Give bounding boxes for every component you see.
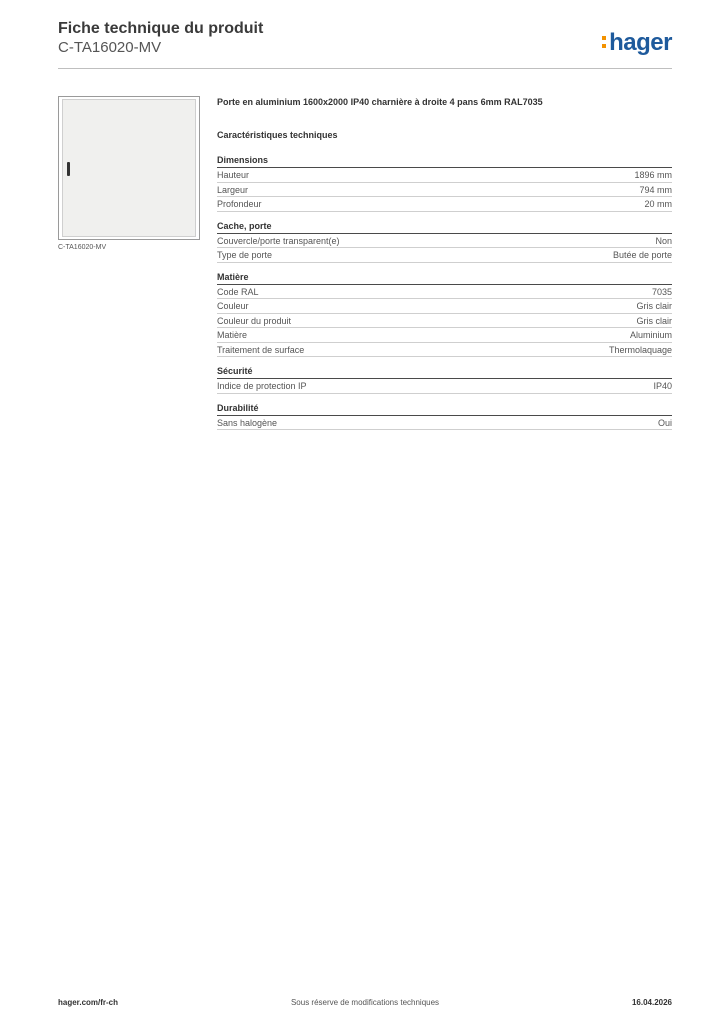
- spec-row: [217, 343, 672, 358]
- spec-row: [217, 299, 672, 314]
- spec-label: Couleur: [217, 301, 249, 311]
- spec-row: [217, 416, 672, 431]
- spec-value: Aluminium: [629, 330, 672, 340]
- section-title: Durabilité: [217, 402, 672, 416]
- spec-label: Matière: [217, 330, 248, 340]
- section-securite: [217, 365, 672, 394]
- product-reference: C-TA16020-MV: [58, 39, 162, 56]
- spec-row: [217, 168, 672, 183]
- spec-label: Traitement de surface: [217, 344, 305, 355]
- spec-value: 7035: [651, 286, 672, 297]
- spec-row: [217, 197, 672, 212]
- section-cache-porte: [217, 220, 672, 263]
- product-image: [58, 96, 200, 240]
- section-durabilite: [217, 402, 672, 431]
- section-title: Sécurité: [217, 365, 672, 379]
- spec-value: IP40: [653, 381, 672, 391]
- footer-website-link[interactable]: hager.com/fr-ch: [58, 998, 119, 1007]
- spec-row: [217, 285, 672, 300]
- document-title: Fiche technique du produit: [58, 20, 264, 37]
- spec-value: Gris clair: [636, 315, 672, 326]
- spec-label: Profondeur: [217, 199, 262, 209]
- spec-value: Thermolaquage: [608, 344, 672, 355]
- spec-value: Gris clair: [636, 301, 672, 311]
- product-description: Porte en aluminium 1600x2000 IP40 charnière à droite 4 pans 6mm RAL7035: [217, 97, 543, 107]
- section-dimensions: [217, 154, 672, 212]
- section-title: Dimensions: [217, 154, 672, 168]
- spec-value: Butée de porte: [612, 250, 672, 260]
- spec-label: Indice de protection IP: [217, 381, 307, 391]
- spec-row: [217, 234, 672, 249]
- spec-label: Couvercle/porte transparent(e): [217, 235, 340, 246]
- spec-label: Code RAL: [217, 286, 259, 297]
- spec-value: 794 mm: [639, 184, 672, 195]
- spec-label: Type de porte: [217, 250, 273, 260]
- page-header: [58, 20, 672, 70]
- spec-row: [217, 314, 672, 329]
- spec-row: [217, 379, 672, 394]
- logo-dots-icon: [602, 34, 607, 49]
- spec-label: Sans halogène: [217, 417, 278, 428]
- spec-value: Oui: [657, 417, 672, 428]
- header-divider: [58, 68, 672, 69]
- section-title: Cache, porte: [217, 220, 672, 234]
- footer-disclaimer: Sous réserve de modifications techniques: [290, 998, 440, 1007]
- specifications: [217, 96, 672, 438]
- spec-value: Non: [655, 235, 672, 246]
- hager-logo: [602, 29, 672, 57]
- footer-date: 16.04.2026: [631, 998, 672, 1007]
- logo-text: hager: [609, 29, 672, 56]
- page-footer: [58, 996, 672, 1010]
- door-handle-icon: [67, 162, 70, 176]
- door-panel-icon: [62, 99, 196, 237]
- spec-row: [217, 183, 672, 198]
- specs-heading: Caractéristiques techniques: [217, 130, 338, 140]
- section-title: Matière: [217, 271, 672, 285]
- image-caption: C-TA16020-MV: [58, 244, 107, 251]
- spec-value: 20 mm: [644, 199, 672, 209]
- spec-label: Hauteur: [217, 170, 250, 180]
- spec-label: Couleur du produit: [217, 315, 292, 326]
- section-matiere: [217, 271, 672, 358]
- spec-row: [217, 328, 672, 343]
- spec-row: [217, 248, 672, 263]
- spec-label: Largeur: [217, 184, 249, 195]
- spec-value: 1896 mm: [634, 170, 672, 180]
